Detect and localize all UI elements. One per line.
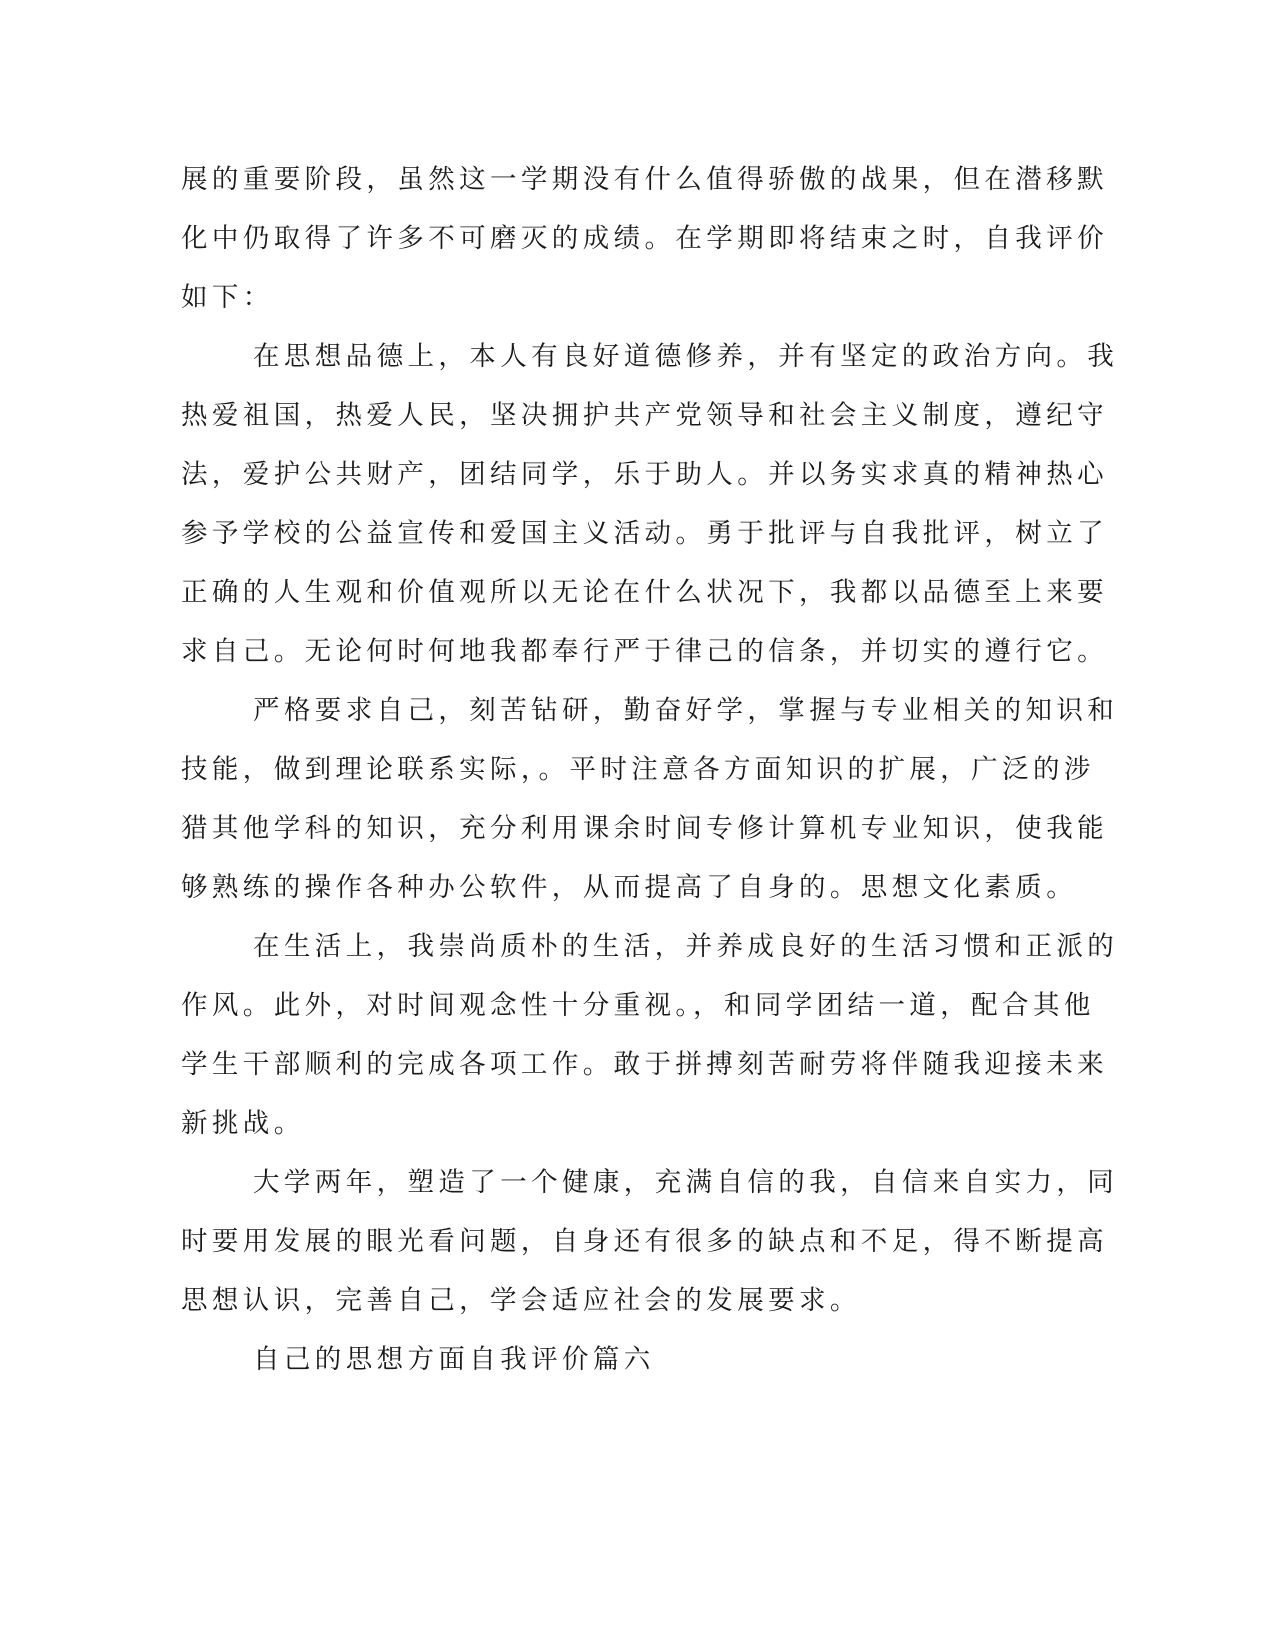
paragraph-start-line: 严格要求自己，刻苦钻研，勤奋好学，掌握与专业相关的知识和 [253,695,1119,726]
text-line: 作风。此外，对时间观念性十分重视。，和同学团结一道，配合其他 [181,990,1095,1021]
text-line: 猎其他学科的知识，充分利用课余时间专修计算机专业知识，使我能 [181,813,1108,844]
text-line: 正确的人生观和价值观所以无论在什么状况下，我都以品德至上来要 [181,577,1108,608]
text-line: 化中仍取得了许多不可磨灭的成绩。在学期即将结束之时，自我评价 [181,223,1108,254]
text-line: 技能，做到理论联系实际，。平时注意各方面知识的扩展，广泛的涉 [181,754,1095,785]
text-line: 如下： [181,282,274,313]
text-line: 思想认识，完善自己，学会适应社会的发展要求。 [181,1285,861,1316]
text-line: 时要用发展的眼光看问题，自身还有很多的缺点和不足，得不断提高 [181,1226,1108,1257]
text-line: 法，爱护公共财产，团结同学，乐于助人。并以务实求真的精神热心 [181,459,1108,490]
paragraph-start-line: 在生活上，我崇尚质朴的生活，并养成良好的生活习惯和正派的 [253,931,1119,962]
text-line: 展的重要阶段，虽然这一学期没有什么值得骄傲的战果，但在潜移默 [181,164,1108,195]
document-body [181,150,1119,1389]
text-line: 热爱祖国，热爱人民，坚决拥护共产党领导和社会主义制度，遵纪守 [181,400,1108,431]
text-line: 学生干部顺利的完成各项工作。敢于拼搏刻苦耐劳将伴随我迎接未来 [181,1049,1108,1080]
text-line: 求自己。无论何时何地我都奉行严于律己的信条，并切实的遵行它。 [181,636,1108,667]
text-line: 参予学校的公益宣传和爱国主义活动。勇于批评与自我批评，树立了 [181,518,1108,549]
text-line: 够熟练的操作各种办公软件，从而提高了自身的。思想文化素质。 [181,872,1078,903]
section-heading: 自己的思想方面自我评价篇六 [253,1344,655,1375]
text-line: 新挑战。 [181,1108,305,1139]
paragraph-start-line: 在思想品德上，本人有良好道德修养，并有坚定的政治方向。我 [253,341,1119,372]
paragraph-start-line: 大学两年，塑造了一个健康，充满自信的我，自信来自实力，同 [253,1167,1119,1198]
